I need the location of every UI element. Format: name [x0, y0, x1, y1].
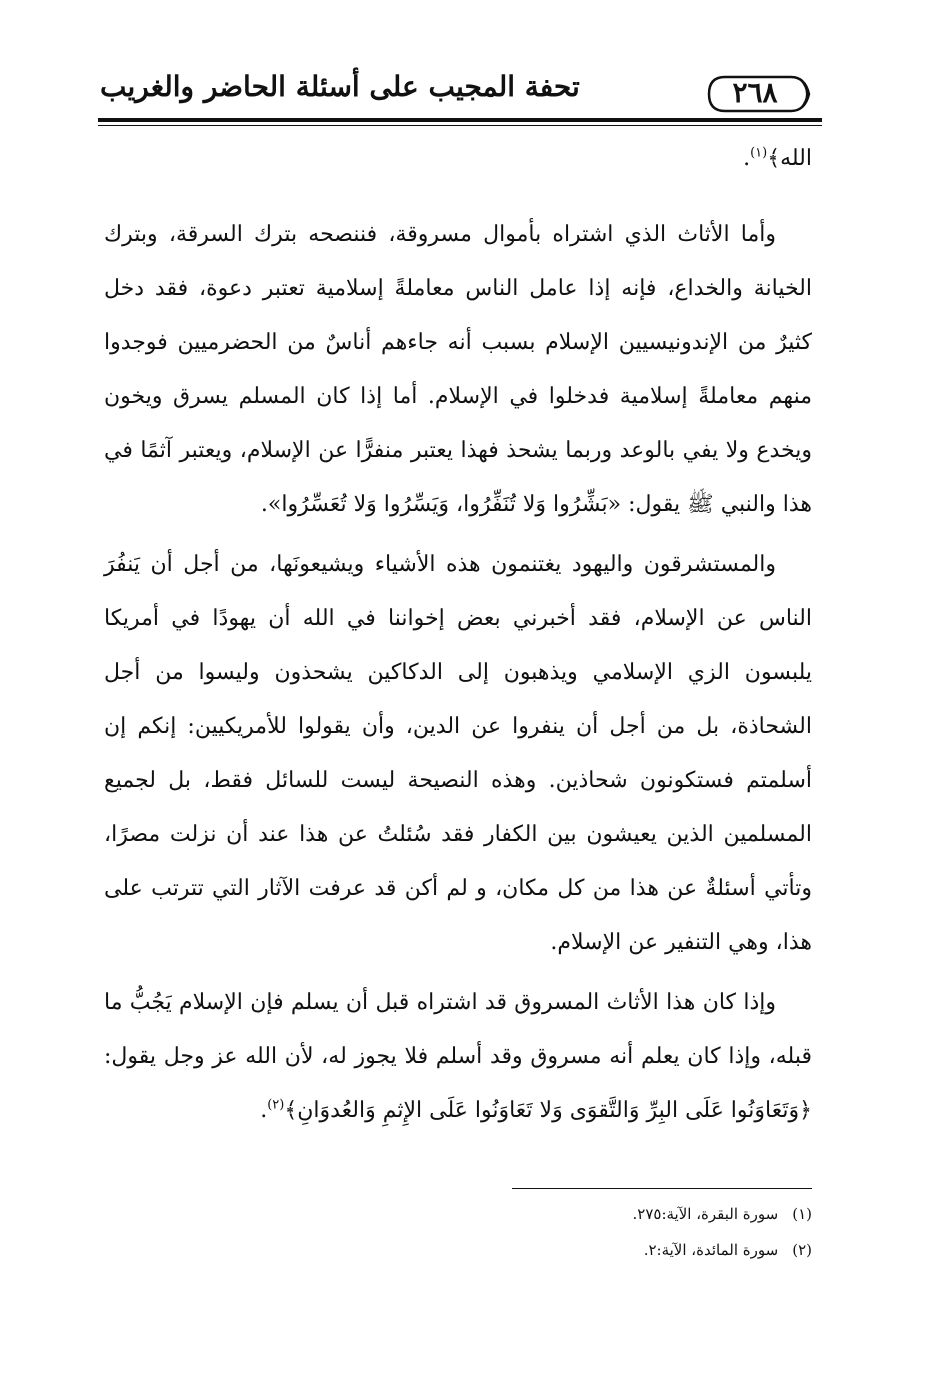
footnote-text: سورة البقرة، الآية:٢٧٥.	[632, 1205, 779, 1223]
running-head-title: تحفة المجيب على أسئلة الحاضر والغريب	[100, 70, 580, 103]
footnote-number: (٢)	[792, 1241, 812, 1259]
page-number-frame	[705, 74, 813, 114]
header-rule-thin	[98, 125, 822, 126]
footnote-separator	[512, 1188, 812, 1189]
paragraph-3	[104, 538, 812, 970]
footnote-2	[300, 1232, 812, 1268]
paragraph-text: والمستشرقون واليهود يغتنمون هذه الأشياء ويشيعونَها، من أجل أن يَنفُرَ الناس عن الإسلام، فقد أخبرني بعض إخواننا في الله أن يهودًا في أمريكا يلبسون الزي الإسلامي ويذهبون إلى الدكاكين يشحذون وليسوا من أجل الشحاذة، بل من أجل أن ينفروا عن الدين، وأن يقولوا للأمريكيين: إنكم إن أسلمتم فستكونون شحاذين. وهذه النصيحة ليست للسائل فقط، بل لجميع المسلمين الذين يعيشون بين الكفار فقد سُئلتُ عن هذا عند أن نزلت مصرًا، وتأتي أسئلةٌ عن هذا من كل مكان، و لم أكن قد عرفت الآثار التي تترتب على هذا، وهي التنفير عن الإسلام.	[104, 552, 812, 955]
paragraph-2	[104, 208, 812, 532]
footnote-ref: (١)	[750, 145, 768, 161]
footnotes	[300, 1196, 812, 1268]
paragraph-tail: .	[743, 146, 751, 171]
paragraph-4	[104, 976, 812, 1138]
footnote-number: (١)	[792, 1205, 812, 1223]
paragraph-text: وإذا كان هذا الأثاث المسروق قد اشتراه قبل أن يسلم فإن الإسلام يَجُبُّ ما قبله، وإذا كان يعلم أنه مسروق وقد أسلم فلا يجوز له، لأن الله عز وجل يقول: ﴿وَتَعَاوَنُوا عَلَى البِرِّ وَالتَّقوَى وَلا تَعَاوَنُوا عَلَى الإِثمِ وَالعُدوَانِ﴾	[104, 990, 812, 1123]
footnote-ref: (٢)	[267, 1097, 285, 1113]
main-text	[104, 132, 812, 1144]
page-number: ٢٦٨	[732, 76, 778, 109]
footnote-1	[300, 1196, 812, 1232]
header-rule-thick	[98, 118, 822, 122]
paragraph-text: الله﴾	[767, 146, 812, 171]
paragraph-1	[104, 132, 812, 186]
paragraph-tail: .	[260, 1098, 268, 1123]
footnote-text: سورة المائدة، الآية:٢.	[643, 1241, 779, 1259]
paragraph-text: وأما الأثاث الذي اشتراه بأموال مسروقة، فننصحه بترك السرقة، وبترك الخيانة والخداع، فإنه إذا عامل الناس معاملةً إسلامية تعتبر دعوة، فقد دخل كثيرٌ من الإندونيسيين الإسلام بسبب أنه جاءهم أناسٌ من الحضرميين فوجدوا منهم معاملةً إسلامية فدخلوا في الإسلام. أما إذا كان المسلم يسرق ويخون ويخدع ولا يفي بالوعد وربما يشحذ فهذا يعتبر منفرًّا عن الإسلام، ويعتبر آثمًا في هذا والنبي ﷺ يقول: «بَشِّرُوا وَلا تُنَفِّرُوا، وَيَسِّرُوا وَلا تُعَسِّرُوا».	[104, 222, 812, 517]
